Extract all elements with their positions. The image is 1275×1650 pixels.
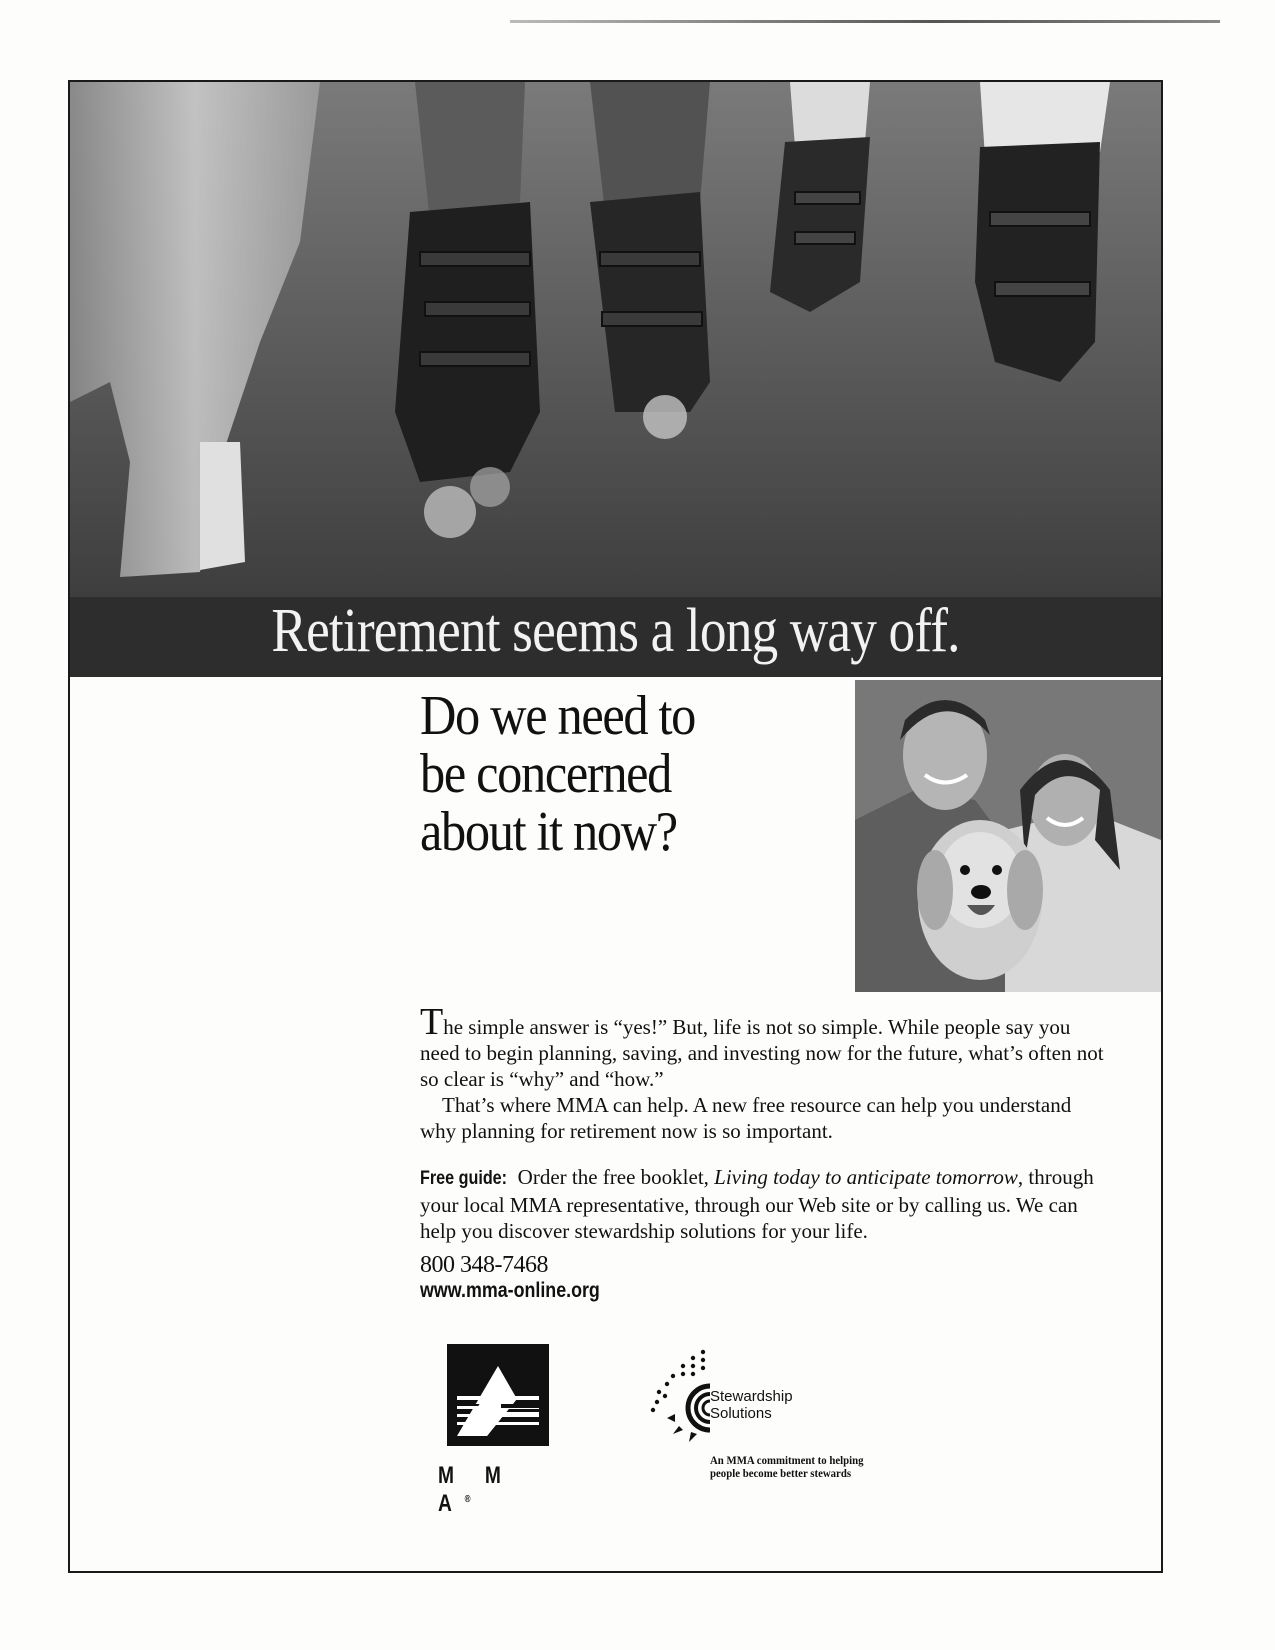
stewardship-name	[710, 1388, 793, 1422]
body-paragraph-2: That’s where MMA can help. A new free resource can help you understand why planning for retirement now is so important.	[420, 1093, 1072, 1143]
body-paragraph-1-text: he simple answer is “yes!” But, life is not so simple. While people say you need to begin planning, saving, and investing now for the future, what’s often not so clear is “why” and “how.”	[420, 1015, 1104, 1091]
drop-cap: T	[420, 1001, 444, 1043]
stewardship-name-line: Solutions	[710, 1405, 772, 1422]
mma-wordmark	[438, 1462, 550, 1518]
registered-mark: ®	[464, 1494, 471, 1505]
subheadline	[420, 687, 798, 861]
free-guide-paragraph	[420, 1164, 1110, 1244]
stewardship-tagline: An MMA commitment to helping people become better stewards	[710, 1453, 864, 1480]
free-guide-label: Free guide:	[420, 1168, 508, 1189]
free-guide-text: Order the free booklet,	[512, 1165, 715, 1189]
stewardship-name-line: Stewardship	[710, 1388, 793, 1405]
phone-number: 800 348-7468	[420, 1252, 548, 1278]
body-paragraph-1	[420, 1001, 1110, 1092]
body-copy	[420, 1001, 1110, 1244]
mma-logo-icon	[447, 1344, 549, 1446]
family-photo	[855, 680, 1161, 992]
subheadline-line: be concerned	[420, 743, 672, 805]
website-link[interactable]: www.mma-online.org	[420, 1279, 600, 1302]
top-rule	[510, 20, 1220, 23]
free-guide-text-end: , through your local MMA representative, through our Web site or by calling us. We can help you discover stewardship solutions for your life.	[420, 1165, 1094, 1243]
subheadline-line: about it now?	[420, 801, 677, 863]
mma-wordmark-text: M M A	[438, 1462, 514, 1517]
hero-photo	[70, 82, 1161, 597]
headline: Retirement seems a long way off.	[271, 597, 960, 665]
booklet-title: Living today to anticipate tomorrow	[714, 1165, 1018, 1189]
advertisement	[68, 80, 1163, 1573]
subheadline-line: Do we need to	[420, 685, 695, 747]
